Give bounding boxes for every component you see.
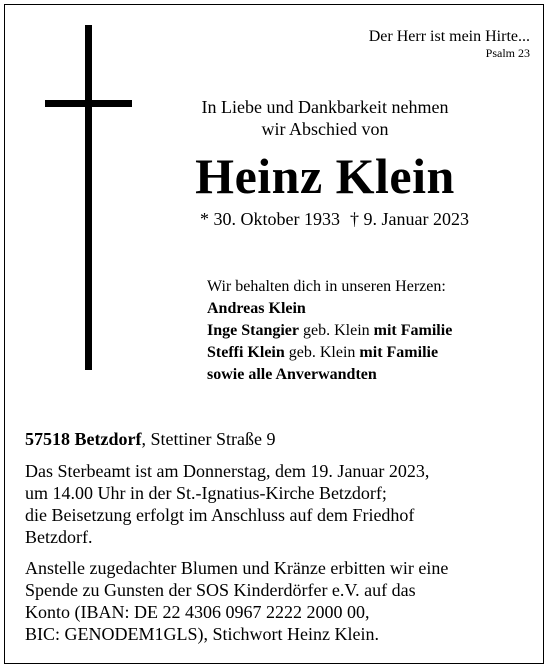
mourner-family: mit Familie [373, 322, 453, 339]
mourner-row [207, 320, 452, 342]
intro-text [165, 96, 485, 140]
intro-line-1: In Liebe und Dankbarkeit nehmen [201, 97, 449, 117]
mourners-lead: Wir behalten dich in unseren Herzen: [207, 278, 446, 295]
donation-info [25, 557, 530, 645]
mourner-name: Steffi Klein [207, 344, 285, 361]
mourner-row: Andreas Klein [207, 300, 306, 317]
life-dates [200, 208, 469, 230]
mourner-maiden: geb. Klein [284, 344, 360, 361]
cross-vertical-bar [85, 25, 92, 370]
address-city: 57518 Betzdorf [25, 429, 142, 449]
donation-line: Konto (IBAN: DE 22 4306 0967 2222 2000 00, [25, 602, 370, 622]
donation-line: Anstelle zugedachter Blumen und Kränze erbitten wir eine [25, 558, 449, 578]
cross-horizontal-bar [45, 100, 132, 107]
donation-line: BIC: GENODEM1GLS), Stichwort Heinz Klein. [25, 624, 379, 644]
address-street: , Stettiner Straße 9 [141, 429, 276, 449]
quote-source: Psalm 23 [485, 46, 530, 60]
deceased-name: Heinz Klein [195, 148, 455, 204]
funeral-line: um 14.00 Uhr in der St.-Ignatius-Kirche Betzdorf; [25, 483, 387, 503]
mourner-family: mit Familie [359, 344, 439, 361]
birth-date: * 30. Oktober 1933 [200, 209, 340, 229]
mourners-list [207, 276, 452, 386]
mourner-row [207, 342, 452, 364]
obituary-notice [4, 4, 544, 664]
death-date: † 9. Januar 2023 [349, 209, 469, 229]
mourner-row: sowie alle Anverwandten [207, 366, 377, 383]
mourner-name: Inge Stangier [207, 322, 299, 339]
funeral-info [25, 460, 530, 548]
bible-quote [369, 27, 530, 61]
funeral-line: die Beisetzung erfolgt im Anschluss auf dem Friedhof [25, 505, 415, 525]
quote-text: Der Herr ist mein Hirte... [368, 28, 530, 45]
intro-line-2: wir Abschied von [261, 119, 389, 139]
funeral-line: Das Sterbeamt ist am Donnerstag, dem 19. Januar 2023, [25, 461, 430, 481]
funeral-line: Betzdorf. [25, 527, 93, 547]
donation-line: Spende zu Gunsten der SOS Kinderdörfer e.V. auf das [25, 580, 416, 600]
address [25, 428, 275, 450]
mourner-maiden: geb. Klein [299, 322, 374, 339]
